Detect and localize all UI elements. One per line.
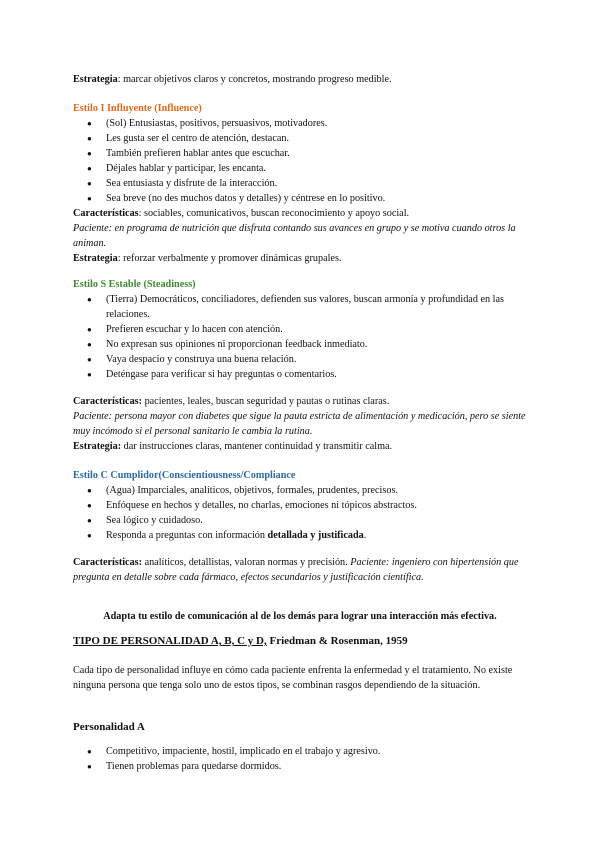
estilo-i-title: Estilo I Influyente (Influence) — [73, 103, 202, 114]
list-item: ● (Tierra) Democráticos, conciliadores, defienden sus valores, buscan armonía y profundidad en las relaciones. — [73, 292, 533, 322]
estilo-s-caracteristicas — [73, 394, 533, 409]
list-item: ● Sea entusiasta y disfrute de la interacción. — [73, 176, 533, 191]
estilo-i-section — [73, 101, 533, 266]
estrategia-text: dar instrucciones claras, mantener continuidad y transmitir calma. — [121, 441, 393, 452]
list-item: ● Déjales hablar y participar, les encanta. — [73, 161, 533, 176]
estilo-s-section — [73, 277, 533, 382]
intro-strategy-text: : marcar objetivos claros y concretos, mostrando progreso medible. — [117, 74, 392, 85]
intro-strategy-label: Estrategia — [73, 74, 118, 85]
estilo-s-paciente: Paciente: persona mayor con diabetes que sigue la pauta estricta de alimentación y medicación, pero se siente muy incómodo si el personal sanitario le cambia la rutina. — [73, 411, 526, 437]
personalidad-a-list — [73, 744, 533, 774]
estilo-s-title: Estilo S Estable (Steadiness) — [73, 279, 196, 290]
estilo-c-title: Estilo C Cumplidor(Conscientiousness/Compliance — [73, 470, 296, 481]
adapta-statement: Adapta tu estilo de comunicación al de los demás para lograr una interacción más efectiva. — [103, 611, 497, 622]
estilo-i-estrategia — [73, 251, 533, 266]
bullet-bold-text: detallada y justificada — [267, 530, 364, 541]
personalidad-a-title: Personalidad A — [73, 721, 145, 733]
estilo-c-list — [73, 483, 533, 543]
list-item: ● Competitivo, impaciente, hostil, implicado en el trabajo y agresivo. — [73, 744, 533, 759]
list-item: ● (Sol) Entusiastas, positivos, persuasivos, motivadores. — [73, 116, 533, 131]
list-item: ● Deténgase para verificar si hay preguntas o comentarios. — [73, 367, 533, 382]
estilo-c-paciente: Paciente: ingeniero con hipertensión que pregunta en detalle sobre cada fármaco, efectos secundarios y justificación científica. — [73, 557, 519, 583]
personalidad-a-section — [73, 744, 533, 774]
bullet-text: Responda a preguntas con información — [106, 530, 268, 541]
caracteristicas-label: Características — [73, 208, 139, 219]
list-item: ● Vaya despacio y construya una buena relación. — [73, 352, 533, 367]
intro-strategy — [73, 72, 533, 87]
list-item: ● (Agua) Imparciales, analíticos, objetivos, formales, prudentes, precisos. — [73, 483, 533, 498]
tipo-heading — [73, 634, 533, 649]
list-item: ● Sea lógico y cuidadoso. — [73, 513, 533, 528]
estrategia-label: Estrategia: — [73, 441, 122, 452]
tipo-paragraph: Cada tipo de personalidad influye en cómo cada paciente enfrenta la enfermedad y el tratamiento. No existe ninguna persona que tenga solo uno de estos tipos, se combinan rasgos dependiendo de la situación. — [73, 665, 513, 691]
caracteristicas-label: Características: — [73, 557, 143, 568]
list-item: ● No expresan sus opiniones ni proporcionan feedback inmediato. — [73, 337, 533, 352]
list-item: ● Sea breve (no des muchos datos y detalles) y céntrese en lo positivo. — [73, 191, 533, 206]
list-item: ● Prefieren escuchar y lo hacen con atención. — [73, 322, 533, 337]
estrategia-label: Estrategia — [73, 253, 118, 264]
list-item: ● Les gusta ser el centro de atención, destacan. — [73, 131, 533, 146]
estilo-i-list — [73, 116, 533, 206]
estilo-s-estrategia — [73, 439, 533, 454]
list-item: ● Enfóquese en hechos y detalles, no charlas, emociones ni tópicos abstractos. — [73, 498, 533, 513]
caracteristicas-text: pacientes, leales, buscan seguridad y pautas o rutinas claras. — [142, 396, 390, 407]
list-item: ● Tienen problemas para quedarse dormidos. — [73, 759, 533, 774]
caracteristicas-label: Características: — [73, 396, 143, 407]
caracteristicas-text: analíticos, detallistas, valoran normas y precisión. — [142, 557, 351, 568]
estilo-s-list — [73, 292, 533, 382]
caracteristicas-text: : sociables, comunicativos, buscan reconocimiento y apoyo social. — [138, 208, 410, 219]
tipo-title: TIPO DE PERSONALIDAD A, B, C y D, — [73, 635, 267, 647]
estilo-c-details — [73, 555, 533, 585]
estilo-s-details — [73, 394, 533, 454]
estilo-i-paciente: Paciente: en programa de nutrición que disfruta contando sus avances en grupo y se motiva cuando otros la animan. — [73, 223, 516, 249]
estilo-c-section — [73, 468, 533, 543]
estilo-i-caracteristicas — [73, 206, 533, 221]
bullet-end-text: . — [363, 530, 367, 541]
list-item: ● También prefieren hablar antes que escuchar. — [73, 146, 533, 161]
estrategia-text: : reforzar verbalmente y promover dinámicas grupales. — [117, 253, 342, 264]
list-item — [73, 528, 533, 543]
tipo-authors: Friedman & Rosenman, 1959 — [266, 635, 408, 647]
